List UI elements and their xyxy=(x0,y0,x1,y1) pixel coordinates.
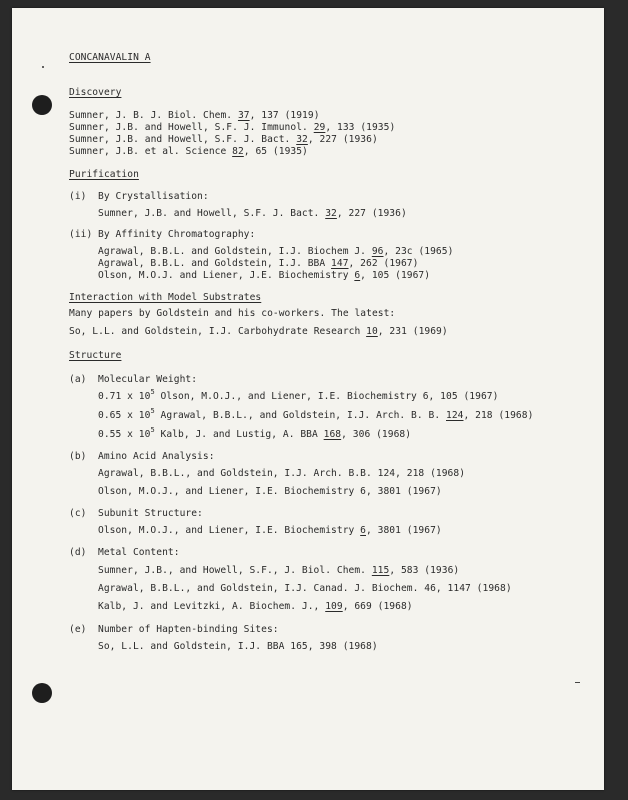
reference: Sumner, J.B. and Howell, S.F. J. Immunol. 29, 133 (1935) xyxy=(69,122,396,133)
item-title: Molecular Weight: xyxy=(98,374,198,385)
reference: Olson, M.O.J., and Liener, I.E. Biochemistry 6, 3801 (1967) xyxy=(98,525,442,536)
reference: Sumner, J.B. and Howell, S.F. J. Bact. 32, 227 (1936) xyxy=(98,208,407,219)
item-label: (e) xyxy=(69,624,87,635)
reference: 0.71 x $10^5$ Olson, M.O.J., and Liener, I.E. Biochemistry 6, 105 (1967) xyxy=(98,388,499,402)
binder-hole xyxy=(32,683,52,703)
section-heading-interaction: Interaction with Model Substrates xyxy=(69,292,262,303)
page-title: CONCANAVALIN A xyxy=(69,52,151,63)
speck xyxy=(42,66,44,68)
reference: So, L.L. and Goldstein, I.J. Carbohydrate Research 10, 231 (1969) xyxy=(69,326,448,337)
reference: Sumner, J.B. and Howell, S.F. J. Bact. 32, 227 (1936) xyxy=(69,134,378,145)
reference: Sumner, J.B. et al. Science 82, 65 (1935) xyxy=(69,146,308,157)
reference: Agrawal, B.B.L., and Goldstein, I.J. Canad. J. Biochem. 46, 1147 (1968) xyxy=(98,583,512,594)
item-title: Number of Hapten-binding Sites: xyxy=(98,624,279,635)
item-title: By Affinity Chromatography: xyxy=(98,229,256,240)
reference: 0.65 x $10^5$ Agrawal, B.B.L., and Goldstein, I.J. Arch. B. B. 124, 218 (1968) xyxy=(98,407,534,421)
section-heading-discovery: Discovery xyxy=(69,87,122,98)
item-label: (d) xyxy=(69,547,87,558)
reference: Sumner, J. B. J. Biol. Chem. 37, 137 (1919) xyxy=(69,110,320,121)
reference: Agrawal, B.B.L., and Goldstein, I.J. Arch. B.B. 124, 218 (1968) xyxy=(98,468,466,479)
binder-hole xyxy=(32,95,52,115)
item-title: Metal Content: xyxy=(98,547,180,558)
reference: Olson, M.O.J., and Liener, I.E. Biochemistry 6, 3801 (1967) xyxy=(98,486,442,497)
reference: So, L.L. and Goldstein, I.J. BBA 165, 398 (1968) xyxy=(98,641,378,652)
section-heading-structure: Structure xyxy=(69,350,122,361)
item-title: By Crystallisation: xyxy=(98,191,209,202)
speck xyxy=(575,682,580,683)
document-page xyxy=(12,8,604,790)
reference: Olson, M.O.J. and Liener, J.E. Biochemistry 6, 105 (1967) xyxy=(98,270,431,281)
item-label: (b) xyxy=(69,451,87,462)
reference: Agrawal, B.B.L. and Goldstein, I.J. BBA 147, 262 (1967) xyxy=(98,258,419,269)
item-title: Amino Acid Analysis: xyxy=(98,451,215,462)
item-label: (c) xyxy=(69,508,87,519)
section-heading-purification: Purification xyxy=(69,169,139,180)
reference: Agrawal, B.B.L. and Goldstein, I.J. Biochem J. 96, 23c (1965) xyxy=(98,246,454,257)
item-label: (ii) xyxy=(69,229,93,240)
reference: Kalb, J. and Levitzki, A. Biochem. J., 109, 669 (1968) xyxy=(98,601,413,612)
reference: Sumner, J.B., and Howell, S.F., J. Biol. Chem. 115, 583 (1936) xyxy=(98,565,460,576)
reference: 0.55 x $10^5$ Kalb, J. and Lustig, A. BBA 168, 306 (1968) xyxy=(98,426,412,440)
item-label: (i) xyxy=(69,191,87,202)
item-label: (a) xyxy=(69,374,87,385)
paragraph: Many papers by Goldstein and his co-workers. The latest: xyxy=(69,308,396,319)
item-title: Subunit Structure: xyxy=(98,508,203,519)
